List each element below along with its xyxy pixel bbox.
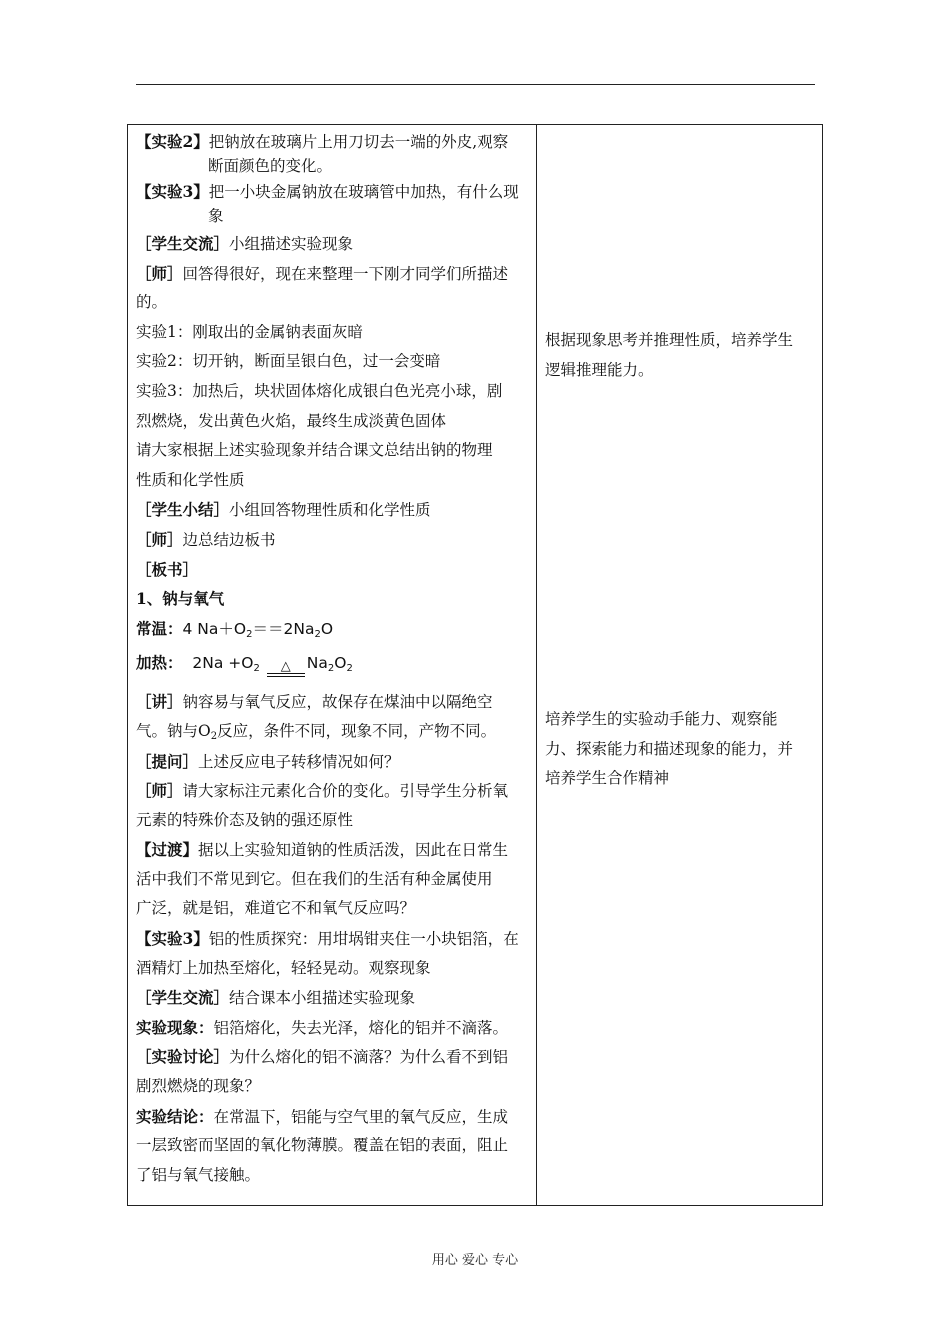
equation-2: $2Na +O_2$ △ $Na_2O_2$ [183, 654, 353, 672]
teacher-remark-1-line-1 [136, 259, 530, 289]
lecture-line-2: 气。钠与$O_2$反应，条件不同，现象不同，产物不同。 [136, 721, 497, 742]
observation-2: 实验2：切开钠，断面呈银白色，过一会变暗 [136, 352, 441, 371]
design-note-2-line-3: 培养学生合作精神 [545, 769, 670, 788]
design-note-2-line-1: 培养学生的实验动手能力、观察能 [545, 710, 778, 728]
aluminum-experiment-text: 铝的性质探究：用坩埚钳夹住一小块铝箔，在 [208, 930, 519, 949]
room-temperature-equation [136, 614, 530, 644]
lecture-line-1 [136, 687, 530, 717]
question-text: 上述反应电子转移情况如何？ [198, 752, 400, 771]
experiment-3-text: 把一小块金属钠放在玻璃管中加热，有什么现 [208, 183, 519, 201]
observation-3-line-2: 烈燃烧，发出黄色火焰，最终生成淡黄色固体 [136, 411, 447, 430]
teacher-remark-3-line-2: 元素的特殊价态及钠的强还原性 [136, 810, 354, 829]
transition-text: 据以上实验知道钠的性质活泼，因此在日常生 [198, 841, 509, 860]
student-summary-text: 小组回答物理性质和化学性质 [229, 501, 431, 520]
student-exchange-text: 小组描述实验现象 [229, 235, 354, 253]
design-note-1-line-1: 根据现象思考并推理性质，培养学生 [545, 331, 794, 349]
experiment-conclusion-line-3: 了铝与氧气接触。 [136, 1165, 261, 1184]
experiment-3-line-1 [136, 179, 530, 204]
student-exchange-2-text: 结合课本小组描述实验现象 [229, 989, 416, 1008]
experiment-discussion-line-1 [136, 1042, 530, 1072]
student-summary [136, 495, 530, 525]
discussion-text: 为什么熔化的铝不滴落？为什么看不到铝 [229, 1048, 509, 1067]
phenomenon-text: 铝箔熔化，失去光泽，熔化的铝并不滴落。 [213, 1018, 509, 1037]
experiment-phenomenon [136, 1013, 530, 1043]
student-exchange-1 [136, 229, 530, 259]
transition-line-1 [136, 835, 530, 865]
student-exchange-tag: ［学生交流］ [136, 234, 230, 253]
student-exchange-2-tag: ［学生交流］ [136, 988, 230, 1008]
observation-3-line-1: 实验3：加热后，块状固体熔化成银白色光亮小球，剧 [136, 381, 503, 400]
teacher-remark-text: 回答得很好，现在来整理一下刚才同学们所描述 [182, 264, 509, 283]
experiment-discussion-line-2: 剧烈燃烧的现象？ [136, 1077, 261, 1096]
experiment-conclusion-line-1 [136, 1102, 530, 1132]
transition-line-2: 活中我们不常见到它。但在我们的生活有种金属使用 [136, 869, 493, 888]
observation-1: 实验1：刚取出的金属钠表面灰暗 [136, 322, 363, 341]
student-summary-tag: ［学生小结］ [136, 500, 230, 520]
experiment-2-line-1 [136, 129, 530, 154]
aluminum-experiment-tag: 【实验3】 [136, 929, 209, 949]
equation-1: 4 $Na+O_2==2Na_2O$ [182, 619, 334, 640]
experiment-2-tag: 【实验2】 [136, 132, 209, 151]
prompt-line-2: 性质和化学性质 [136, 470, 245, 489]
experiment-2-line-2: 断面颜色的变化。 [208, 157, 333, 175]
phenomenon-tag: 实验现象： [136, 1017, 214, 1037]
teacher-remark-2 [136, 525, 530, 555]
design-note-1-line-2: 逻辑推理能力。 [545, 360, 654, 379]
heating-condition-icon: △ [267, 661, 305, 683]
header-rule [136, 84, 815, 85]
board-tag: ［板书］ [136, 559, 199, 579]
discussion-tag: ［实验讨论］ [136, 1047, 230, 1067]
experiment-conclusion-line-2: 一层致密而坚固的氧化物薄膜。覆盖在铝的表面，阻止 [136, 1136, 509, 1155]
lesson-table [127, 124, 823, 1206]
aluminum-experiment-line-1 [136, 924, 530, 954]
experiment-3-tag: 【实验3】 [136, 182, 209, 201]
section-heading: 1、钠与氧气 [136, 589, 225, 609]
teacher-tag-2: ［师］ [136, 529, 183, 549]
lecture-text: 钠容易与氧气反应，故保存在煤油中以隔绝空 [182, 693, 493, 712]
teacher-tag: ［师］ [136, 263, 183, 283]
design-note-2-line-2: 力、探索能力和描述现象的能力，并 [545, 739, 794, 758]
transition-line-3: 广泛，就是铝，难道它不和氧气反应吗？ [136, 899, 416, 918]
question-tag: ［提问］ [136, 751, 199, 771]
design-note-1 [545, 326, 817, 385]
prompt-line-1: 请大家根据上述实验现象并结合课文总结出钠的物理 [136, 441, 493, 460]
experiment-2-text: 把钠放在玻璃片上用刀切去一端的外皮,观察 [208, 133, 509, 151]
student-exchange-2 [136, 983, 530, 1013]
aluminum-experiment-line-2: 酒精灯上加热至熔化，轻轻晃动。观察现象 [136, 958, 431, 977]
heating-label: 加热： [136, 653, 183, 673]
teacher-remark-3-text: 请大家标注元素化合价的变化。引导学生分析氧 [182, 782, 509, 801]
experiment-3-line-2: 象 [208, 207, 224, 225]
conclusion-text: 在常温下，铝能与空气里的氧气反应，生成 [213, 1107, 509, 1126]
design-note-2 [545, 705, 817, 794]
teacher-remark-3-line-1 [136, 776, 530, 806]
teacher-remark-2-text: 边总结边板书 [182, 530, 276, 549]
conclusion-tag: 实验结论： [136, 1106, 214, 1126]
question [136, 747, 530, 777]
column-divider [536, 125, 537, 1205]
transition-tag: 【过渡】 [136, 840, 199, 860]
room-temperature-label: 常温： [136, 618, 183, 638]
page-footer: 用心 爱心 专心 [431, 1253, 519, 1268]
teacher-remark-1-line-2: 的。 [136, 293, 168, 312]
teaching-process-column [136, 129, 530, 1190]
lecture-tag: ［讲］ [136, 692, 183, 712]
teacher-tag-3: ［师］ [136, 781, 183, 801]
heating-equation [136, 643, 530, 687]
